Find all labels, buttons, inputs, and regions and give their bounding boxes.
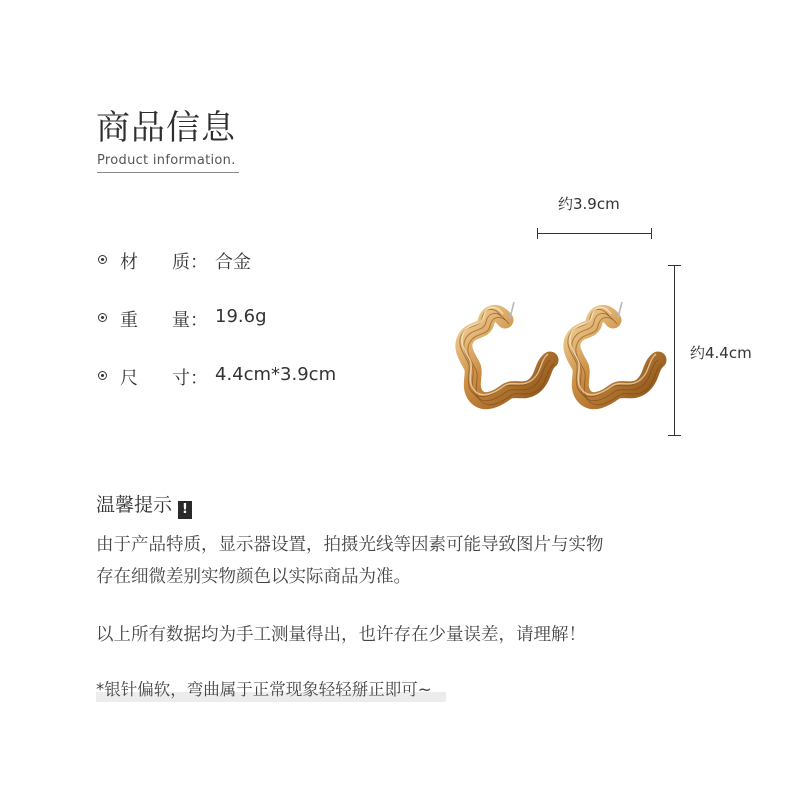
subtitle-underline: [97, 172, 239, 173]
width-dimension-tick: [537, 228, 538, 239]
bullet-icon: [98, 371, 107, 380]
height-dimension-tick: [668, 265, 681, 266]
spec-value: 19.6g: [215, 306, 267, 327]
height-dimension-label: 约4.4cm: [690, 344, 752, 362]
exclamation-icon: !: [178, 501, 192, 519]
bullet-icon: [98, 313, 107, 322]
width-dimension-label: 约3.9cm: [558, 195, 620, 213]
spec-label: 质：: [172, 252, 208, 273]
spec-label: 重: [120, 310, 138, 331]
tips-title: 温馨提示: [96, 494, 173, 516]
height-dimension-tick: [668, 435, 681, 436]
height-dimension-line: [674, 265, 675, 436]
spec-value: 合金: [215, 252, 251, 273]
tips-paragraph-line: 由于产品特质，显示器设置，拍摄光线等因素可能导致图片与实物: [96, 535, 604, 555]
spec-label: 量：: [172, 310, 208, 331]
spec-label: 寸：: [172, 368, 208, 389]
width-dimension-line: [537, 233, 652, 234]
spec-label: 材: [120, 252, 138, 273]
spec-value: 4.4cm*3.9cm: [215, 364, 337, 385]
page-subtitle: Product information.: [97, 153, 236, 168]
page-title: 商品信息: [96, 108, 236, 148]
tips-pin-note: *银针偏软，弯曲属于正常现象轻轻掰正即可~: [96, 680, 432, 699]
bullet-icon: [98, 255, 107, 264]
earrings-product-image: [440, 290, 670, 420]
tips-paragraph-line: 存在细微差别实物颜色以实际商品为准。: [96, 567, 411, 587]
tips-heading: [96, 490, 192, 519]
width-dimension-tick: [651, 228, 652, 239]
spec-label: 尺: [120, 368, 138, 389]
tips-measurement-note: 以上所有数据均为手工测量得出，也许存在少量误差，请理解！: [96, 625, 586, 645]
